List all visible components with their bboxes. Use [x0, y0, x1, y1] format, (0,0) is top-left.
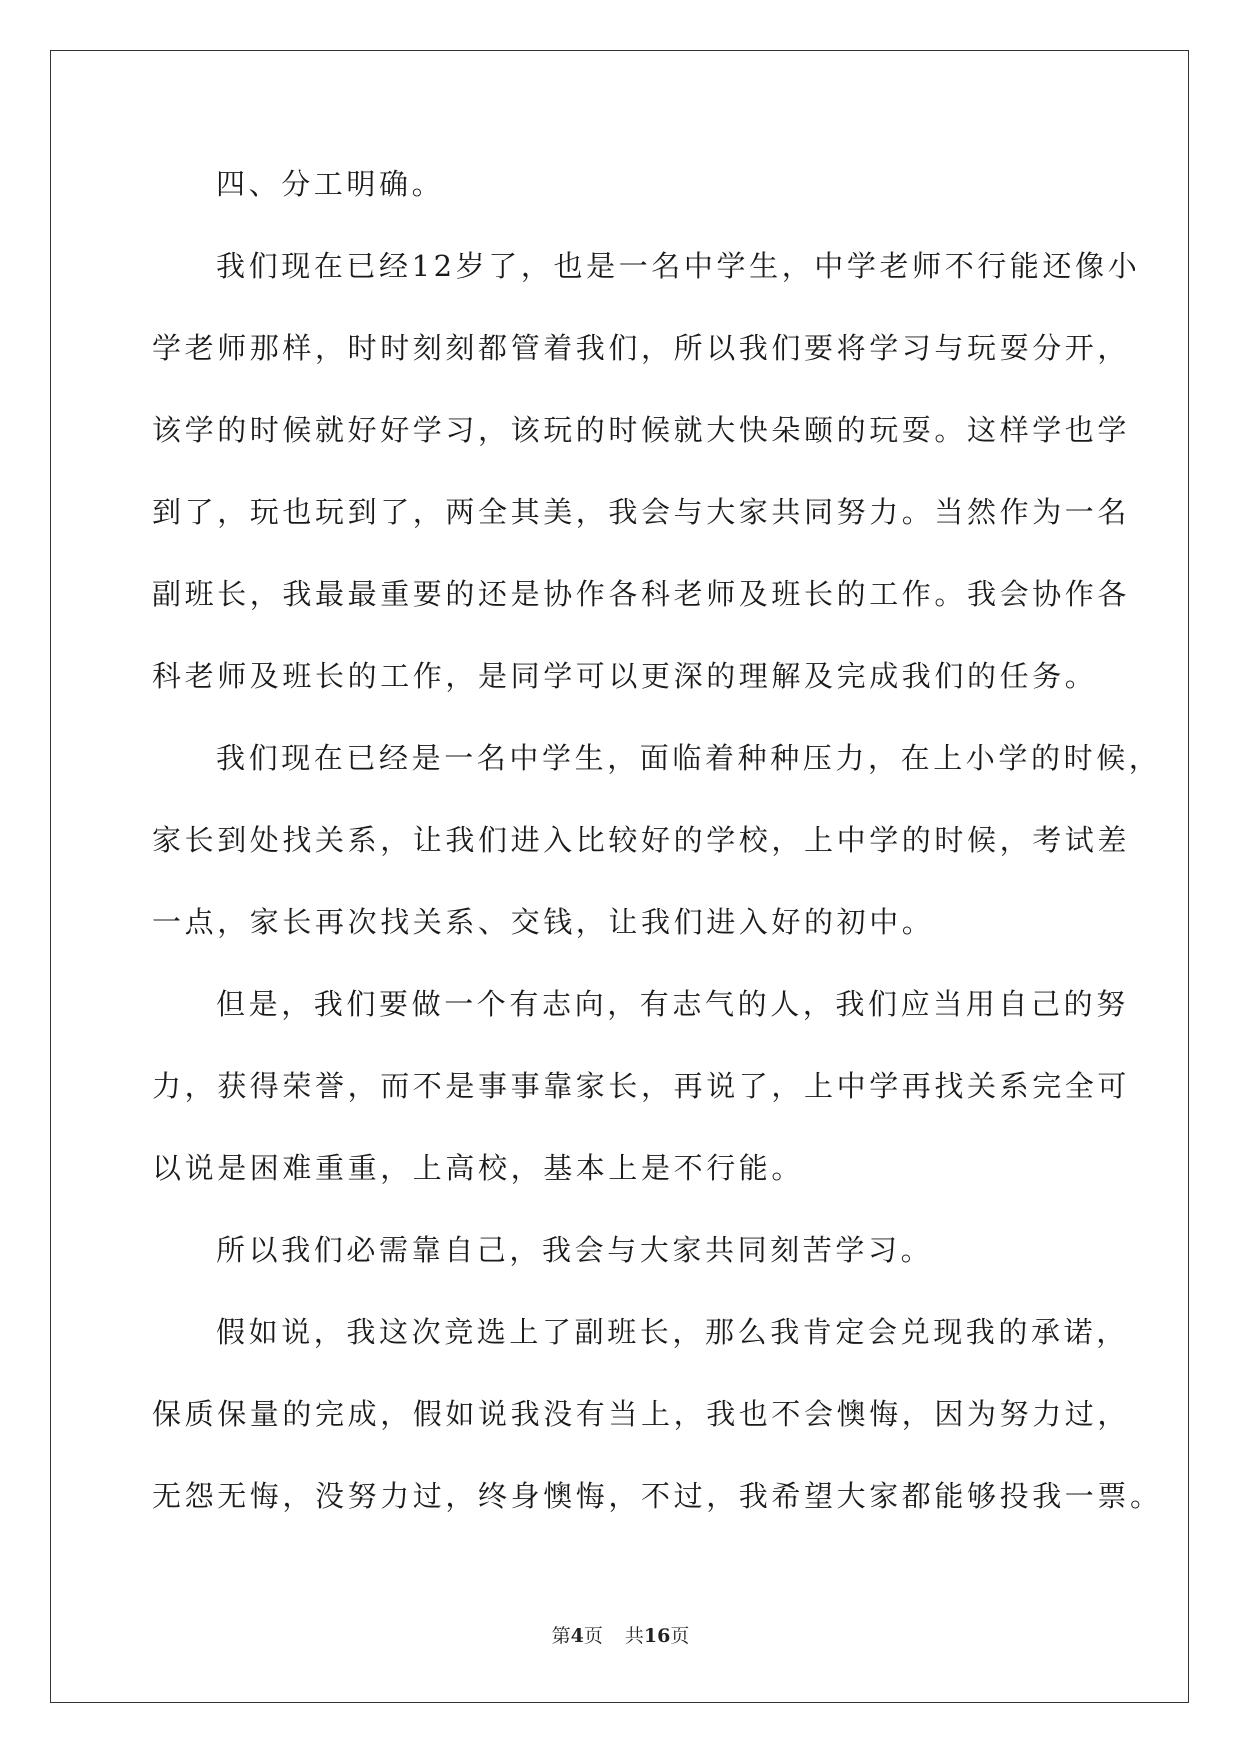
page-footer: [0, 1624, 1241, 1648]
paragraph-line: 我们现在已经12岁了，也是一名中学生，中学老师不行能还像小: [216, 249, 1141, 283]
paragraph-line: 力，获得荣誉，而不是事事靠家长，再说了，上中学再找关系完全可: [152, 1069, 1131, 1103]
paragraph-line: 该学的时候就好好学习，该玩的时候就大快朵颐的玩耍。这样学也学: [152, 413, 1131, 447]
page-number: 4: [570, 1625, 584, 1647]
page-prefix: 第: [551, 1625, 571, 1647]
paragraph-line: 但是，我们要做一个有志向，有志气的人，我们应当用自己的努: [216, 987, 1129, 1021]
paragraph-line: 假如说，我这次竞选上了副班长，那么我肯定会兑现我的承诺，: [216, 1315, 1129, 1349]
paragraph-line: 家长到处找关系，让我们进入比较好的学校，上中学的时候，考试差: [152, 823, 1131, 857]
total-prefix: 共: [624, 1625, 644, 1647]
page-suffix: 页: [583, 1625, 603, 1647]
paragraph-line: 学老师那样，时时刻刻都管着我们，所以我们要将学习与玩耍分开，: [152, 331, 1131, 365]
paragraph-line: 保质保量的完成，假如说我没有当上，我也不会懊悔，因为努力过，: [152, 1397, 1131, 1431]
paragraph-line: 到了，玩也玩到了，两全其美，我会与大家共同努力。当然作为一名: [152, 495, 1131, 529]
total-pages: 16: [643, 1625, 671, 1647]
paragraph-line: 科老师及班长的工作，是同学可以更深的理解及完成我们的任务。: [152, 659, 1098, 693]
paragraph-line: 以说是困难重重，上高校，基本上是不行能。: [152, 1151, 805, 1185]
paragraph-line: 一点，家长再次找关系、交钱，让我们进入好的初中。: [152, 905, 935, 939]
paragraph-line: 我们现在已经是一名中学生，面临着种种压力，在上小学的时候，: [216, 741, 1162, 775]
paragraph-line: 所以我们必需靠自己，我会与大家共同刻苦学习。: [216, 1233, 934, 1267]
section-heading: 四、分工明确。: [216, 167, 445, 201]
total-suffix: 页: [670, 1625, 690, 1647]
paragraph-line: 无怨无悔，没努力过，终身懊悔，不过，我希望大家都能够投我一票。: [152, 1479, 1163, 1513]
paragraph-line: 副班长，我最最重要的还是协作各科老师及班长的工作。我会协作各: [152, 577, 1131, 611]
document-body: [152, 153, 1163, 1547]
